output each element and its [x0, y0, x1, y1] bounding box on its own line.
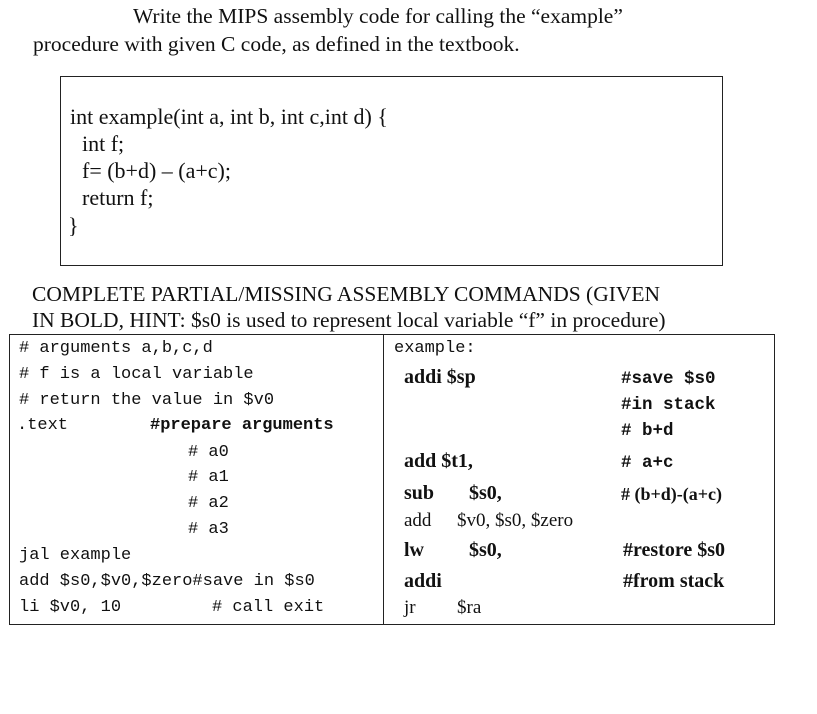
c-code-line: }	[68, 213, 79, 238]
add-v0-args: $v0, $s0, $zero	[457, 510, 574, 531]
addi-sp: addi $sp	[404, 366, 476, 388]
comment-difference: # (b+d)-(a+c)	[621, 484, 722, 504]
add-save-s0: add $s0,$v0,$zero#save in $s0	[19, 572, 315, 591]
addi-op: addi	[404, 570, 442, 592]
text-directive: .text	[17, 416, 69, 435]
task-line-2: IN BOLD, HINT: $s0 is used to represent local variable “f” in procedure)	[32, 308, 666, 332]
comment-local-variable: # f is a local variable	[19, 365, 254, 384]
question-line-2: procedure with given C code, as defined in the textbook.	[33, 32, 520, 56]
lw-op: lw	[404, 539, 424, 561]
register-a2: # a2	[188, 494, 229, 513]
lw-s0-reg: $s0,	[469, 539, 502, 561]
call-exit-comment: # call exit	[212, 598, 325, 617]
c-code-line: return f;	[82, 185, 154, 210]
comment-restore-s0: #restore $s0	[623, 539, 726, 561]
c-code-line: f= (b+d) – (a+c);	[82, 158, 231, 183]
example-label: example:	[394, 339, 476, 358]
comment-from-stack: #from stack	[623, 570, 725, 592]
c-code-box	[60, 76, 723, 266]
jr-op: jr	[404, 597, 416, 618]
comment-a-plus-c: # a+c	[621, 453, 674, 473]
jal-example: jal example	[19, 546, 132, 565]
prepare-arguments: #prepare arguments	[150, 416, 334, 435]
question-line-1: Write the MIPS assembly code for calling the “example”	[133, 4, 623, 28]
assembly-table	[9, 334, 775, 625]
register-a3: # a3	[188, 520, 229, 539]
comment-return: # return the value in $v0	[19, 391, 275, 410]
register-a0: # a0	[188, 443, 229, 462]
jr-ra: $ra	[457, 597, 482, 618]
task-line-1: COMPLETE PARTIAL/MISSING ASSEMBLY COMMANDS (GIVEN	[32, 282, 661, 306]
c-code-line: int f;	[82, 131, 125, 156]
comment-in-stack: #in stack	[621, 395, 716, 415]
li-v0: li $v0, 10	[19, 598, 122, 617]
add-v0-op: add	[404, 510, 432, 531]
comment-arguments: # arguments a,b,c,d	[19, 339, 213, 358]
add-t1: add $t1,	[404, 450, 473, 472]
column-divider	[383, 335, 384, 624]
register-a1: # a1	[188, 468, 229, 487]
comment-save-s0: #save $s0	[621, 369, 716, 389]
comment-b-plus-d: # b+d	[621, 421, 674, 441]
sub-op: sub	[404, 482, 435, 504]
c-code-line: int example(int a, int b, int c,int d) {	[70, 104, 388, 129]
sub-s0-reg: $s0,	[469, 482, 502, 504]
